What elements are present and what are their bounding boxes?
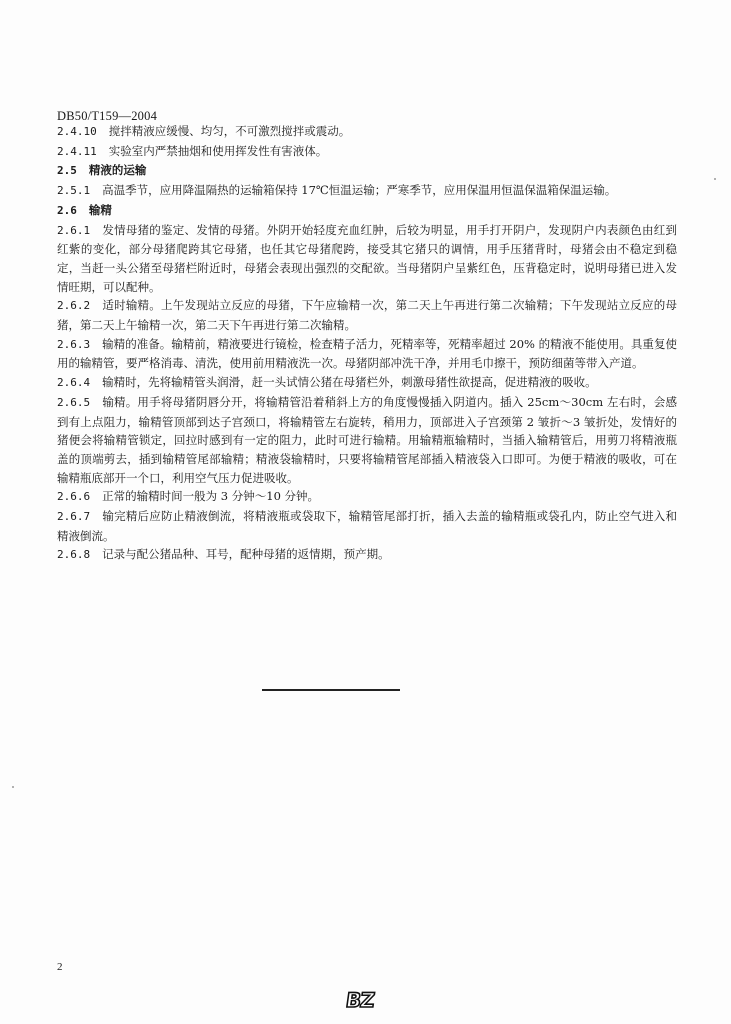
clause-number: 2.6.8 [57, 548, 91, 562]
section-number: 2.5 [57, 164, 77, 178]
section-heading-2-6 [57, 201, 677, 221]
paragraph-2-6-7 [57, 507, 677, 545]
publisher-logo: BZ [344, 988, 376, 1012]
paragraph-2-4-11 [57, 142, 677, 162]
clause-text: 正常的输精时间一般为 3 分钟～10 分钟。 [102, 489, 320, 504]
paragraph-2-6-3 [57, 335, 677, 373]
clause-number: 2.4.10 [57, 125, 97, 138]
section-heading-2-5 [57, 161, 677, 181]
paragraph-2-6-4 [57, 373, 677, 393]
end-of-text-rule [262, 689, 400, 691]
clause-number: 2.6.2 [57, 299, 91, 313]
clause-text: 高温季节，应用降温隔热的运输箱保持 17℃恒温运输；严寒季节，应用保温用恒温保温箱保温运输。 [102, 183, 617, 198]
clause-text: 发情母猪的鉴定、发情的母猪。外阴开始轻度充血红肿，后较为明显，用手打开阴户，发现阴户内表颜色由红到红紫的变化，部分母猪爬跨其它母猪，也任其它母猪爬跨，接受其它猪只的调情，用手压猪背时，母猪会由不稳定到稳定，当赶一头公猪至母猪栏附近时，母猪会表现出强烈的交配欲。当母猪阴户呈紫红色，压背稳定时，说明母猪已进入发情旺期，可以配种。 [57, 222, 677, 294]
paragraph-2-6-6 [57, 487, 677, 507]
clause-text: 输精的准备。输精前，精液要进行镜检，检查精子活力，死精率等，死精率超过 20% 的精液不能使用。具重复使用的输精管，要严格消毒、清洗，使用前用精液洗一次。母猪阴部冲洗干净，并用毛巾擦干，预防细菌等带入产道。 [57, 336, 677, 371]
clause-number: 2.4.11 [57, 144, 97, 158]
clause-number: 2.6.4 [57, 376, 91, 390]
clause-number: 2.6.6 [57, 490, 91, 504]
clause-text: 记录与配公猪品种、耳号，配种母猪的返情期，预产期。 [102, 547, 390, 562]
document-body [57, 122, 677, 565]
clause-number: 2.5.1 [57, 184, 91, 198]
paragraph-2-5-1 [57, 181, 677, 201]
document-code: DB50/T159—2004 [57, 109, 158, 123]
paragraph-2-4-10 [57, 122, 677, 142]
paragraph-2-6-2 [57, 296, 677, 334]
paragraph-2-6-1 [57, 221, 677, 297]
clause-number: 2.6.1 [57, 223, 91, 237]
scan-speck [714, 178, 716, 180]
clause-text: 输完精后应防止精液倒流，将精液瓶或袋取下，输精管尾部打折，插入去盖的输精瓶或袋孔内，防止空气进入和精液倒流。 [57, 509, 677, 543]
clause-text: 适时输精。上午发现站立反应的母猪，下午应输精一次，第二天上午再进行第二次输精；下午发现站立反应的母猪，第二天上午输精一次，第二天下午再进行第二次输精。 [57, 298, 677, 333]
clause-number: 2.6.3 [57, 337, 91, 351]
clause-text: 输精。用手将母猪阴唇分开，将输精管沿着稍斜上方的角度慢慢插入阴道内。插入 25cm～30cm 左右时，会感到有上点阻力，输精管顶部到达子宫颈口，将输精管左右旋转，稍用力，顶部进入子宫颈第 2 皱折～3 皱折处，发情好的猪便会将输精管锁定，回拉时感到有一定的阻力，此时可进行输精。用输精瓶输精时，当插入输精管后，用剪刀将精液瓶盖的顶端剪去，插到输精管尾部输精；精液袋输精时，只要将输精管尾部插入精液袋入口即可。为便于精液的吸收，可在输精瓶底部开一个口，利用空气压力促进吸收。 [57, 394, 677, 485]
section-number: 2.6 [57, 203, 77, 217]
paragraph-2-6-8 [57, 545, 677, 565]
section-title: 精液的运输 [88, 163, 147, 178]
clause-number: 2.6.5 [57, 395, 91, 409]
clause-text: 实验室内严禁抽烟和使用挥发性有害液体。 [108, 143, 328, 158]
clause-text: 输精时，先将输精管头润滑，赶一头试情公猪在母猪栏外，刺激母猪性欲提高，促进精液的吸收。 [102, 375, 597, 390]
scan-speck [12, 786, 14, 788]
clause-number: 2.6.7 [57, 510, 91, 524]
page-number: 2 [57, 961, 63, 973]
clause-text: 搅拌精液应缓慢、均匀，不可激烈搅拌或震动。 [108, 124, 351, 138]
paragraph-2-6-5 [57, 393, 677, 488]
section-title: 输精 [88, 202, 112, 217]
